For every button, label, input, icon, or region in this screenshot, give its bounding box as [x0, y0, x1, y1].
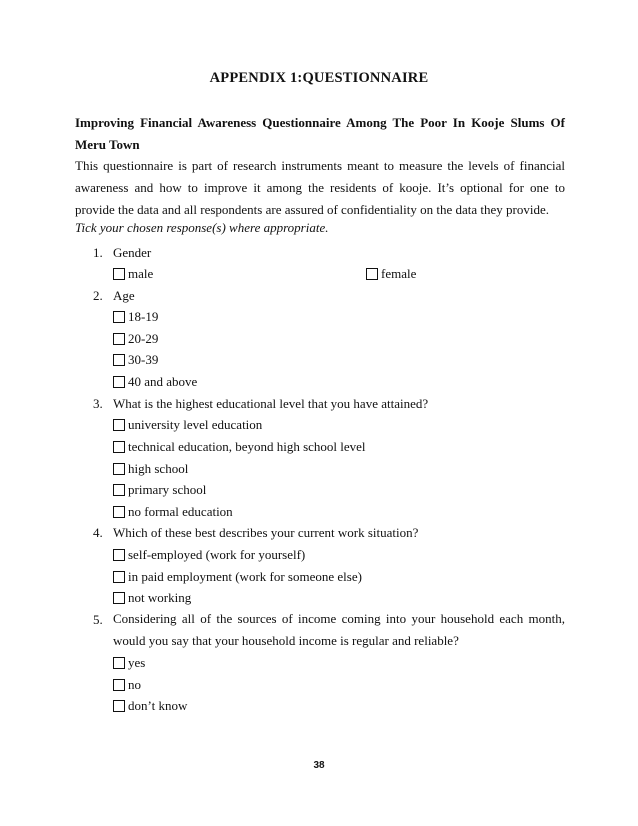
option-label: university level education [128, 417, 263, 432]
question-text: Gender [113, 245, 152, 260]
question-number: 3. [93, 396, 103, 411]
question-number: 1. [93, 245, 103, 260]
option-row[interactable] [366, 266, 416, 282]
checkbox[interactable] [113, 657, 125, 669]
option-row[interactable] [113, 504, 233, 520]
instruction-text: Tick your chosen response(s) where appropriate. [75, 220, 329, 235]
option-row[interactable] [113, 461, 188, 477]
checkbox[interactable] [113, 679, 125, 691]
option-label: not working [128, 590, 192, 605]
checkbox[interactable] [113, 419, 125, 431]
question-number: 2. [93, 288, 103, 303]
option-label: 40 and above [128, 374, 198, 389]
option-row[interactable] [113, 655, 145, 671]
option-row[interactable] [113, 266, 153, 282]
option-label: technical education, beyond high school level [128, 439, 366, 454]
option-row[interactable] [113, 309, 158, 325]
checkbox[interactable] [113, 592, 125, 604]
option-label: high school [128, 461, 189, 476]
option-label: male [128, 266, 154, 281]
option-label: in paid employment (work for someone else) [128, 569, 362, 584]
question-text: Which of these best describes your current work situation? [113, 525, 419, 540]
checkbox[interactable] [113, 484, 125, 496]
checkbox[interactable] [113, 506, 125, 518]
checkbox[interactable] [113, 441, 125, 453]
option-label: 18-19 [128, 309, 159, 324]
option-row[interactable] [113, 482, 206, 498]
checkbox[interactable] [113, 549, 125, 561]
checkbox[interactable] [113, 700, 125, 712]
option-row[interactable] [113, 439, 366, 455]
option-row[interactable] [113, 677, 141, 693]
option-row[interactable] [113, 417, 262, 433]
question-number: 5. [93, 612, 103, 627]
checkbox[interactable] [113, 311, 125, 323]
option-row[interactable] [113, 374, 197, 390]
option-label: female [381, 266, 417, 281]
checkbox[interactable] [366, 268, 378, 280]
option-row[interactable] [113, 352, 158, 368]
option-label: yes [128, 655, 146, 670]
checkbox[interactable] [113, 376, 125, 388]
option-row[interactable] [113, 331, 158, 347]
option-label: 30-39 [128, 352, 159, 367]
questionnaire-subtitle: Improving Financial Awareness Questionnaire Among The Poor In Kooje Slums Of Meru Town [75, 115, 565, 152]
option-label: don’t know [128, 698, 188, 713]
page-number: 38 [313, 760, 325, 771]
question-text: What is the highest educational level that you have attained? [113, 396, 429, 411]
question-number: 4. [93, 525, 103, 540]
option-row[interactable] [113, 698, 187, 714]
question-text: Age [113, 288, 135, 303]
intro-paragraph: This questionnaire is part of research instruments meant to measure the levels of financial awareness and how to improve it among the residents of kooje. It’s optional for one to provide the data and all respondents are assured of confidentiality on the data they provide. [75, 158, 565, 217]
option-label: no [128, 677, 141, 692]
option-row[interactable] [113, 547, 305, 563]
checkbox[interactable] [113, 354, 125, 366]
option-label: self-employed (work for yourself) [128, 547, 306, 562]
option-row[interactable] [113, 590, 191, 606]
checkbox[interactable] [113, 333, 125, 345]
checkbox[interactable] [113, 268, 125, 280]
option-label: primary school [128, 482, 207, 497]
question-text: Considering all of the sources of income coming into your household each month, would you say that your household income is regular and reliable? [113, 611, 565, 648]
option-label: 20-29 [128, 331, 159, 346]
option-row[interactable] [113, 569, 362, 585]
checkbox[interactable] [113, 463, 125, 475]
option-label: no formal education [128, 504, 233, 519]
page-title: APPENDIX 1:QUESTIONNAIRE [209, 70, 429, 86]
checkbox[interactable] [113, 571, 125, 583]
